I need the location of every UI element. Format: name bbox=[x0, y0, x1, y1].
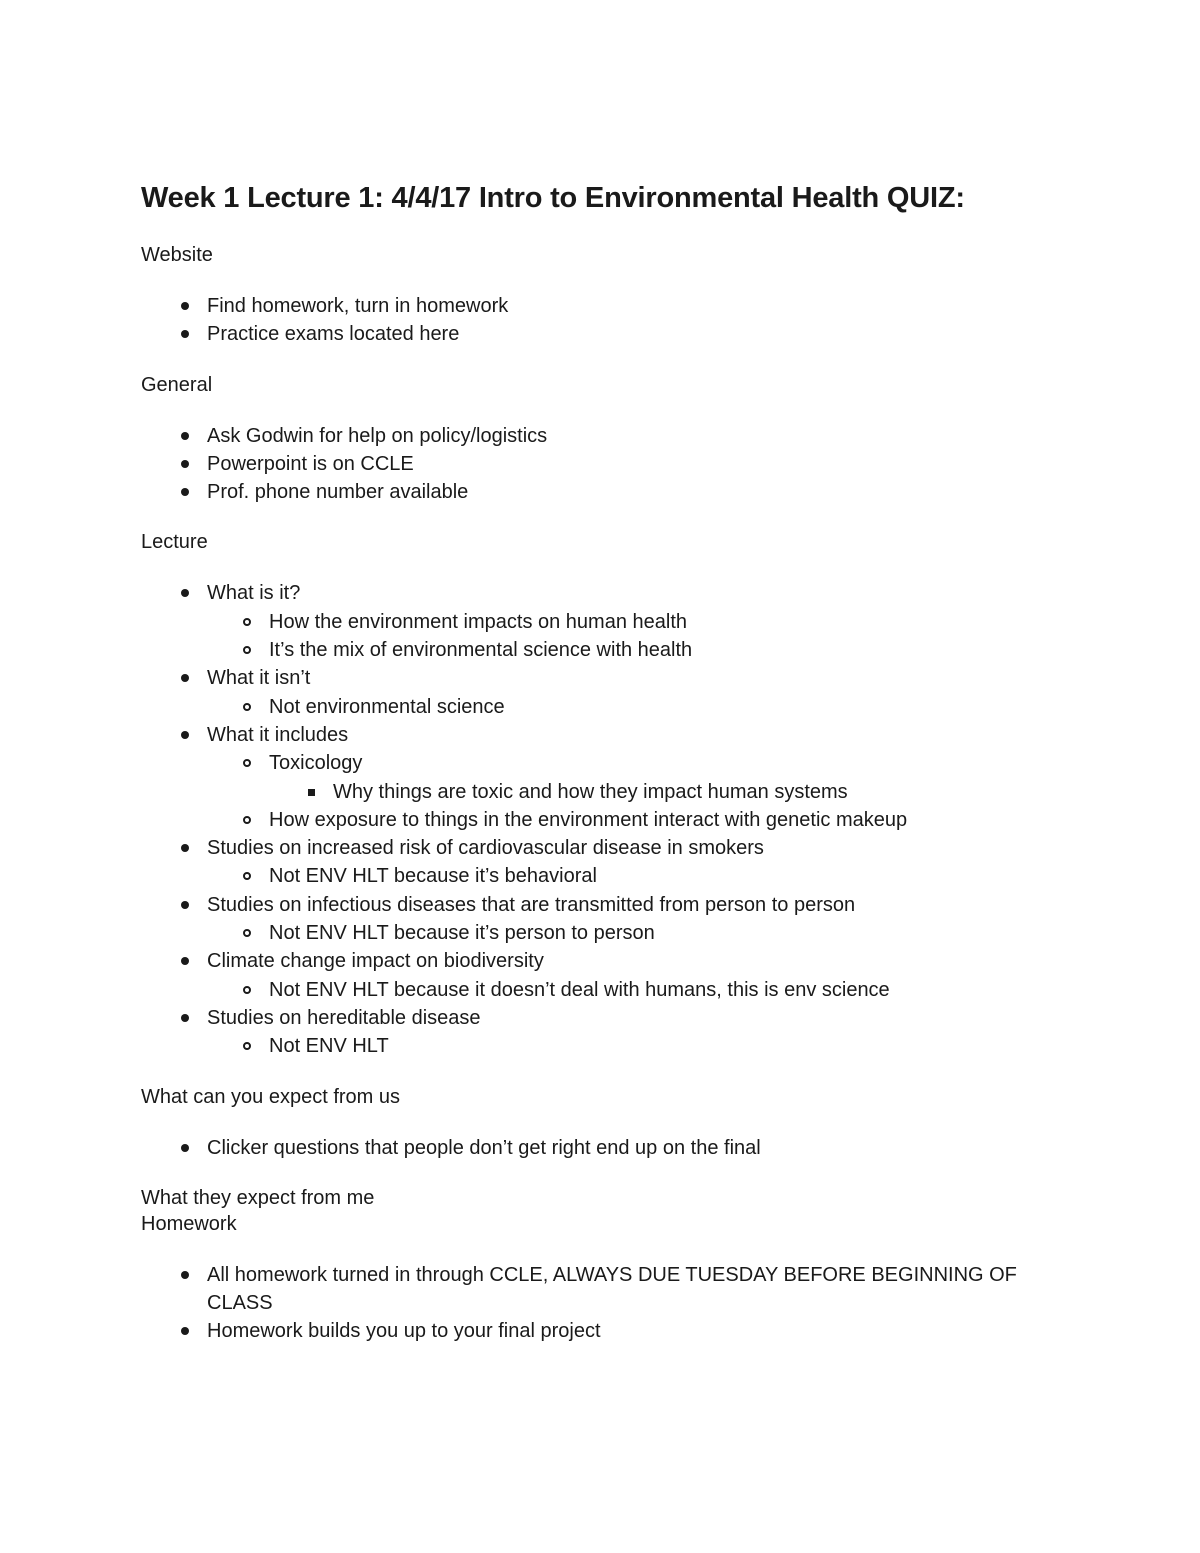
list-item: Powerpoint is on CCLE bbox=[141, 450, 1081, 478]
bullet-icon bbox=[181, 957, 189, 965]
bullet-icon bbox=[181, 460, 189, 468]
list-item: Studies on hereditable disease bbox=[141, 1004, 1081, 1032]
list-item: Clicker questions that people don’t get right end up on the final bbox=[141, 1134, 1081, 1162]
hollow-bullet-icon bbox=[243, 759, 251, 767]
hollow-bullet-icon bbox=[243, 703, 251, 711]
hollow-bullet-icon bbox=[243, 929, 251, 937]
list-item: How the environment impacts on human health bbox=[141, 608, 1081, 636]
bullet-icon bbox=[181, 1144, 189, 1152]
list-item: Not ENV HLT because it doesn’t deal with humans, this is env science bbox=[141, 976, 1081, 1004]
list-item: What it isn’t bbox=[141, 664, 1081, 692]
hollow-bullet-icon bbox=[243, 872, 251, 880]
list-item: Studies on increased risk of cardiovascular disease in smokers bbox=[141, 834, 1081, 862]
list-item: Not ENV HLT because it’s behavioral bbox=[141, 862, 1081, 890]
bullet-icon bbox=[181, 901, 189, 909]
document-page bbox=[141, 178, 1081, 1369]
list-item: It’s the mix of environmental science with health bbox=[141, 636, 1081, 664]
list-item: Why things are toxic and how they impact human systems bbox=[141, 778, 1081, 806]
bullet-icon bbox=[181, 731, 189, 739]
list-item: Studies on infectious diseases that are transmitted from person to person bbox=[141, 891, 1081, 919]
list-item: Climate change impact on biodiversity bbox=[141, 947, 1081, 975]
homework-list bbox=[141, 1261, 1081, 1346]
list-item: Toxicology bbox=[141, 749, 1081, 777]
website-list bbox=[141, 292, 1081, 349]
list-item: Not ENV HLT because it’s person to person bbox=[141, 919, 1081, 947]
list-item: Practice exams located here bbox=[141, 320, 1081, 348]
list-item: What it includes bbox=[141, 721, 1081, 749]
hollow-bullet-icon bbox=[243, 1042, 251, 1050]
hollow-bullet-icon bbox=[243, 646, 251, 654]
hollow-bullet-icon bbox=[243, 816, 251, 824]
hollow-bullet-icon bbox=[243, 618, 251, 626]
list-item: Not ENV HLT bbox=[141, 1032, 1081, 1060]
bullet-icon bbox=[181, 1014, 189, 1022]
bullet-icon bbox=[181, 1327, 189, 1335]
list-item: How exposure to things in the environment interact with genetic makeup bbox=[141, 806, 1081, 834]
bullet-icon bbox=[181, 844, 189, 852]
section-label-expect-from-me: What they expect from me bbox=[141, 1186, 375, 1209]
bullet-icon bbox=[181, 488, 189, 496]
section-label-website: Website bbox=[141, 244, 213, 266]
bullet-icon bbox=[181, 432, 189, 440]
list-item: Not environmental science bbox=[141, 693, 1081, 721]
bullet-icon bbox=[181, 589, 189, 597]
hollow-bullet-icon bbox=[243, 986, 251, 994]
list-item: Ask Godwin for help on policy/logistics bbox=[141, 422, 1081, 450]
bullet-icon bbox=[181, 302, 189, 310]
page-title: Week 1 Lecture 1: 4/4/17 Intro to Environmental Health QUIZ: bbox=[141, 182, 965, 214]
bullet-icon bbox=[181, 674, 189, 682]
bullet-icon bbox=[181, 1271, 189, 1279]
section-label-lecture: Lecture bbox=[141, 531, 208, 554]
section-label-homework: Homework bbox=[141, 1212, 237, 1235]
section-label-general: General bbox=[141, 373, 213, 396]
list-item: Prof. phone number available bbox=[141, 478, 1081, 506]
list-item: What is it? bbox=[141, 579, 1081, 607]
lecture-list bbox=[141, 579, 1081, 1060]
bullet-icon bbox=[181, 330, 189, 338]
section-label-expect-from-us: What can you expect from us bbox=[141, 1085, 401, 1108]
list-item: All homework turned in through CCLE, ALWAYS DUE TUESDAY BEFORE BEGINNING OF CLASS bbox=[141, 1261, 1081, 1318]
expect-from-us-list bbox=[141, 1134, 1081, 1162]
square-bullet-icon bbox=[308, 789, 315, 796]
list-item: Find homework, turn in homework bbox=[141, 292, 1081, 320]
list-item: Homework builds you up to your final project bbox=[141, 1317, 1081, 1345]
general-list bbox=[141, 422, 1081, 507]
